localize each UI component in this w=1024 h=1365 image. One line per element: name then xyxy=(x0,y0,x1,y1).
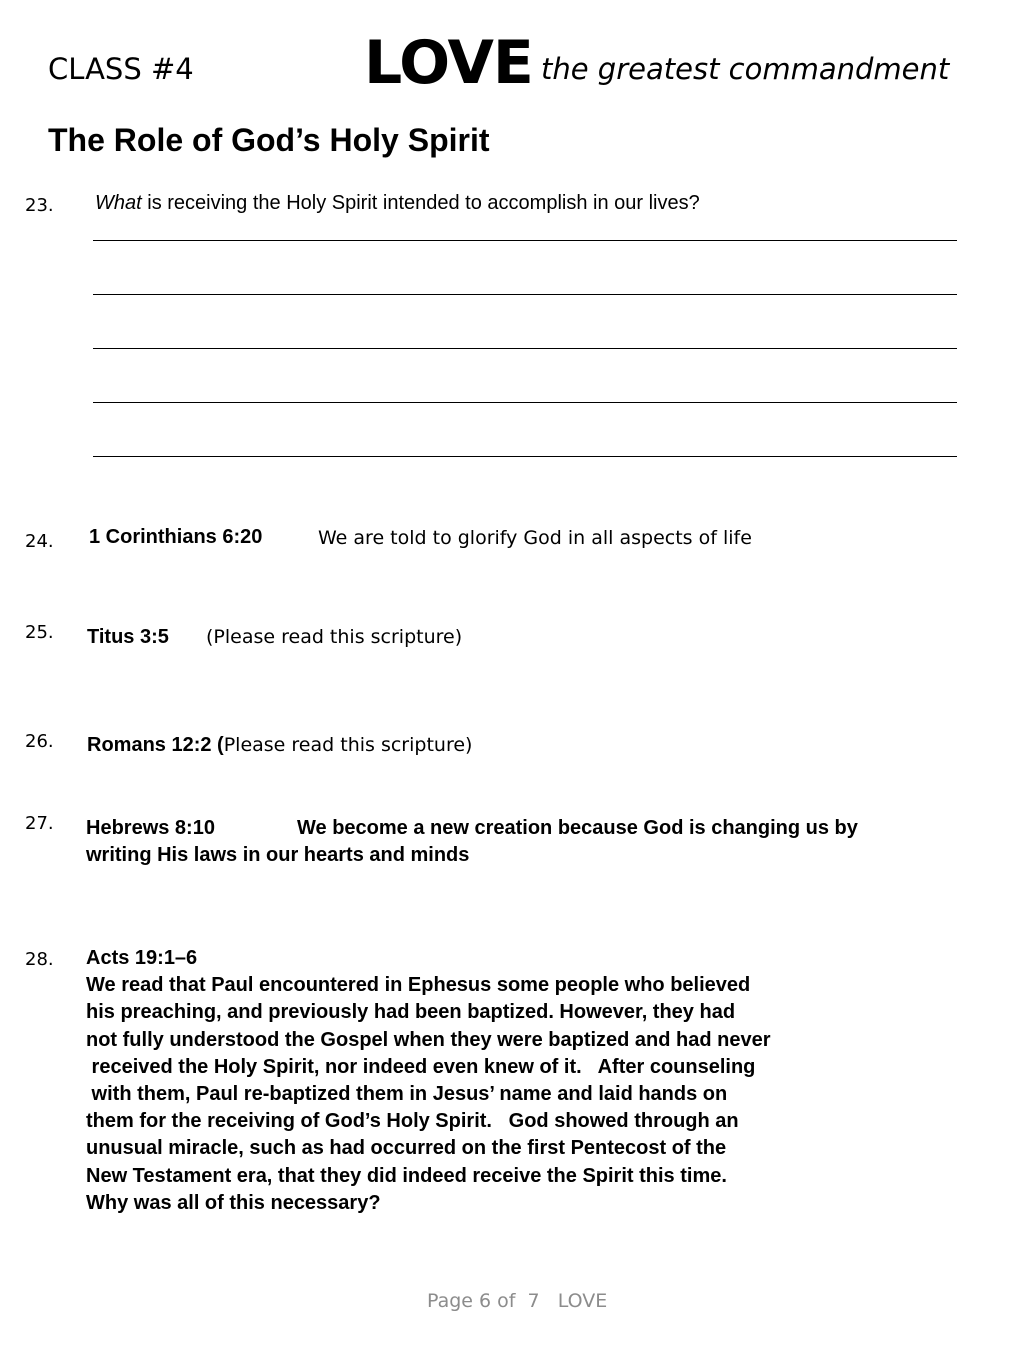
question-27-reference: Hebrews 8:10 xyxy=(86,817,215,839)
answer-line-2[interactable] xyxy=(93,294,957,295)
question-24-note: We are told to glorify God in all aspects of life xyxy=(318,527,752,549)
question-23-text xyxy=(95,192,700,215)
question-28-line: unusual miracle, such as had occurred on the first Pentecost of the xyxy=(86,1137,727,1160)
answer-line-5[interactable] xyxy=(93,456,957,457)
question-26-note: Please read this scripture) xyxy=(223,734,473,756)
question-25-reference: Titus 3:5 xyxy=(87,626,169,648)
question-23-body: is receiving the Holy Spirit intended to accomplish in our lives? xyxy=(141,192,700,214)
question-28-line: Why was all of this necessary? xyxy=(86,1191,381,1214)
question-28-line: his preaching, and previously had been baptized. However, they had xyxy=(86,1001,736,1024)
question-24-reference: 1 Corinthians 6:20 xyxy=(89,526,263,548)
question-23-number: 23. xyxy=(25,195,54,216)
question-28-reference: Acts 19:1–6 xyxy=(86,947,198,969)
question-27-line-1: We become a new creation because God is changing us by xyxy=(297,817,858,839)
question-28-number: 28. xyxy=(25,949,54,970)
section-title: The Role of God’s Holy Spirit xyxy=(48,122,490,158)
question-27-line-2: writing His laws in our hearts and minds xyxy=(86,844,470,866)
question-28-block xyxy=(86,945,771,1217)
question-25-number: 25. xyxy=(25,622,54,643)
question-28-line: We read that Paul encountered in Ephesus some people who believed xyxy=(86,974,751,997)
question-26-reference: Romans 12:2 ( xyxy=(87,734,224,756)
answer-line-4[interactable] xyxy=(93,402,957,403)
question-24-number: 24. xyxy=(25,531,54,552)
question-26-number: 26. xyxy=(25,731,54,752)
question-26-line xyxy=(87,734,472,757)
class-number: CLASS #4 xyxy=(48,52,194,86)
answer-line-1[interactable] xyxy=(93,240,957,241)
question-28-line: New Testament era, that they did indeed receive the Spirit this time. xyxy=(86,1164,727,1187)
page-subtitle: the greatest commandment xyxy=(541,52,950,86)
page-title: LOVE xyxy=(364,28,533,98)
question-28-line: received the Holy Spirit, nor indeed even knew of it. After counseling xyxy=(86,1055,756,1078)
question-28-line: them for the receiving of God’s Holy Spirit. God showed through an xyxy=(86,1110,739,1133)
answer-line-3[interactable] xyxy=(93,348,957,349)
page-footer: Page 6 of 7 LOVE xyxy=(427,1290,608,1312)
question-28-line: with them, Paul re-baptized them in Jesus’ name and laid hands on xyxy=(86,1083,728,1106)
question-23-emphasis: What xyxy=(95,192,142,214)
question-27-number: 27. xyxy=(25,813,54,834)
question-28-line: not fully understood the Gospel when they were baptized and had never xyxy=(86,1028,771,1051)
question-25-note: (Please read this scripture) xyxy=(206,626,463,648)
